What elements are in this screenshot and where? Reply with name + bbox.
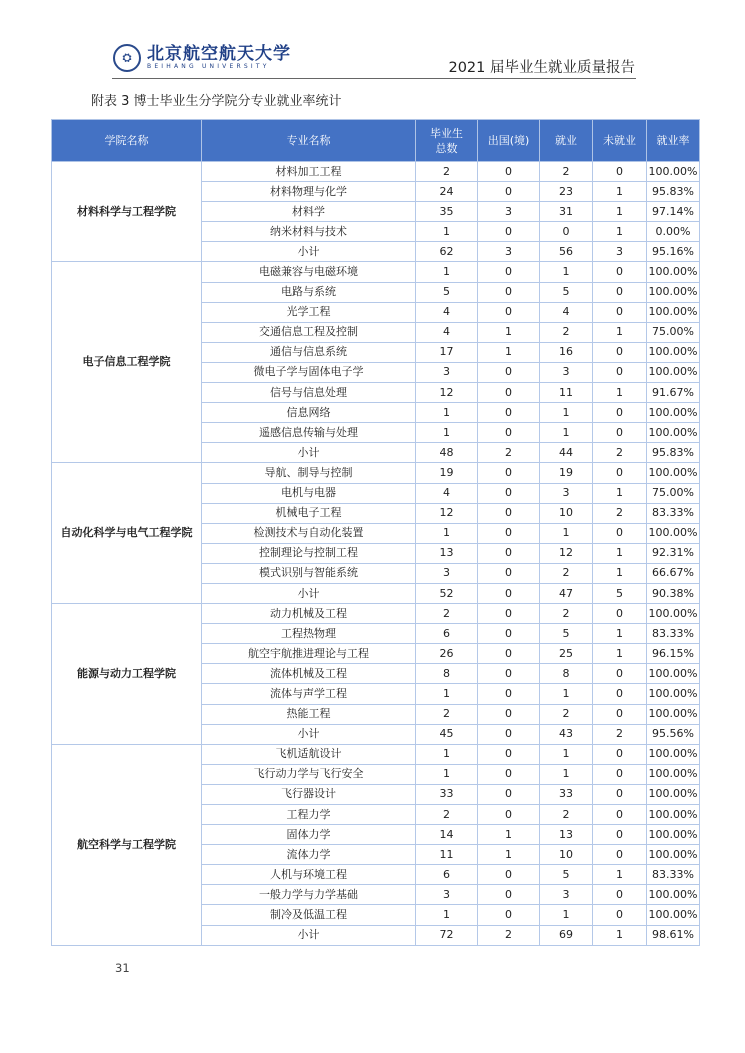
total-cell: 12 — [416, 383, 478, 403]
major-cell: 小计 — [202, 925, 416, 945]
unemployed-cell: 2 — [593, 443, 647, 463]
abroad-cell: 0 — [478, 162, 540, 182]
rate-cell: 100.00% — [647, 744, 700, 764]
major-cell: 机械电子工程 — [202, 503, 416, 523]
column-header: 未就业 — [593, 120, 647, 162]
page-number: 31 — [115, 961, 130, 975]
employed-cell: 5 — [540, 282, 593, 302]
major-cell: 通信与信息系统 — [202, 342, 416, 362]
table-row — [52, 262, 700, 282]
employed-cell: 2 — [540, 604, 593, 624]
rate-cell: 100.00% — [647, 423, 700, 443]
employed-cell: 1 — [540, 403, 593, 423]
rate-cell: 90.38% — [647, 583, 700, 603]
column-header: 专业名称 — [202, 120, 416, 162]
rate-cell: 91.67% — [647, 383, 700, 403]
unemployed-cell: 0 — [593, 784, 647, 804]
abroad-cell: 0 — [478, 362, 540, 382]
employed-cell: 1 — [540, 905, 593, 925]
major-cell: 航空宇航推进理论与工程 — [202, 644, 416, 664]
logo-english-name: BEIHANG UNIVERSITY — [147, 63, 270, 70]
unemployed-cell: 0 — [593, 845, 647, 865]
unemployed-cell: 0 — [593, 604, 647, 624]
abroad-cell: 1 — [478, 342, 540, 362]
rate-cell: 100.00% — [647, 664, 700, 684]
abroad-cell: 0 — [478, 282, 540, 302]
rate-cell: 100.00% — [647, 805, 700, 825]
rate-cell: 100.00% — [647, 684, 700, 704]
abroad-cell: 0 — [478, 543, 540, 563]
rate-cell: 100.00% — [647, 825, 700, 845]
rate-cell: 100.00% — [647, 302, 700, 322]
total-cell: 19 — [416, 463, 478, 483]
rate-cell: 83.33% — [647, 624, 700, 644]
abroad-cell: 1 — [478, 322, 540, 342]
column-header: 毕业生 总数 — [416, 120, 478, 162]
unemployed-cell: 1 — [593, 483, 647, 503]
major-cell: 遥感信息传输与处理 — [202, 423, 416, 443]
unemployed-cell: 1 — [593, 865, 647, 885]
employed-cell: 0 — [540, 222, 593, 242]
rate-cell: 95.83% — [647, 443, 700, 463]
total-cell: 45 — [416, 724, 478, 744]
total-cell: 6 — [416, 624, 478, 644]
unemployed-cell: 1 — [593, 383, 647, 403]
abroad-cell: 0 — [478, 503, 540, 523]
employed-cell: 4 — [540, 302, 593, 322]
major-cell: 小计 — [202, 583, 416, 603]
employed-cell: 3 — [540, 885, 593, 905]
abroad-cell: 0 — [478, 704, 540, 724]
rate-cell: 97.14% — [647, 202, 700, 222]
unemployed-cell: 0 — [593, 262, 647, 282]
total-cell: 52 — [416, 583, 478, 603]
abroad-cell: 0 — [478, 624, 540, 644]
abroad-cell: 0 — [478, 302, 540, 322]
employed-cell: 33 — [540, 784, 593, 804]
unemployed-cell: 0 — [593, 825, 647, 845]
abroad-cell: 0 — [478, 664, 540, 684]
abroad-cell: 2 — [478, 925, 540, 945]
major-cell: 导航、制导与控制 — [202, 463, 416, 483]
abroad-cell: 0 — [478, 563, 540, 583]
unemployed-cell: 0 — [593, 764, 647, 784]
unemployed-cell: 0 — [593, 302, 647, 322]
total-cell: 1 — [416, 905, 478, 925]
rate-cell: 100.00% — [647, 885, 700, 905]
total-cell: 4 — [416, 302, 478, 322]
abroad-cell: 1 — [478, 825, 540, 845]
unemployed-cell: 0 — [593, 523, 647, 543]
total-cell: 4 — [416, 483, 478, 503]
rate-cell: 83.33% — [647, 865, 700, 885]
total-cell: 12 — [416, 503, 478, 523]
major-cell: 小计 — [202, 443, 416, 463]
total-cell: 1 — [416, 523, 478, 543]
total-cell: 1 — [416, 684, 478, 704]
total-cell: 35 — [416, 202, 478, 222]
table-caption: 附表 3 博士毕业生分学院分专业就业率统计 — [91, 94, 342, 109]
total-cell: 2 — [416, 604, 478, 624]
major-cell: 信号与信息处理 — [202, 383, 416, 403]
major-cell: 材料物理与化学 — [202, 182, 416, 202]
unemployed-cell: 5 — [593, 583, 647, 603]
employed-cell: 2 — [540, 704, 593, 724]
university-seal-icon: ⛭ — [113, 44, 141, 72]
rate-cell: 66.67% — [647, 563, 700, 583]
table-body — [52, 162, 700, 946]
major-cell: 检测技术与自动化装置 — [202, 523, 416, 543]
employed-cell: 12 — [540, 543, 593, 563]
rate-cell: 100.00% — [647, 262, 700, 282]
major-cell: 飞机适航设计 — [202, 744, 416, 764]
rate-cell: 75.00% — [647, 322, 700, 342]
major-cell: 热能工程 — [202, 704, 416, 724]
major-cell: 电机与电器 — [202, 483, 416, 503]
total-cell: 1 — [416, 222, 478, 242]
employed-cell: 5 — [540, 865, 593, 885]
employment-table — [51, 119, 700, 946]
unemployed-cell: 0 — [593, 905, 647, 925]
major-cell: 控制理论与控制工程 — [202, 543, 416, 563]
rate-cell: 75.00% — [647, 483, 700, 503]
unemployed-cell: 0 — [593, 744, 647, 764]
major-cell: 固体力学 — [202, 825, 416, 845]
total-cell: 48 — [416, 443, 478, 463]
employed-cell: 16 — [540, 342, 593, 362]
university-logo — [113, 44, 291, 72]
rate-cell: 98.61% — [647, 925, 700, 945]
total-cell: 3 — [416, 362, 478, 382]
abroad-cell: 0 — [478, 644, 540, 664]
major-cell: 纳米材料与技术 — [202, 222, 416, 242]
abroad-cell: 0 — [478, 865, 540, 885]
rate-cell: 95.56% — [647, 724, 700, 744]
major-cell: 材料加工工程 — [202, 162, 416, 182]
major-cell: 工程热物理 — [202, 624, 416, 644]
major-cell: 信息网络 — [202, 403, 416, 423]
abroad-cell: 0 — [478, 182, 540, 202]
abroad-cell: 2 — [478, 443, 540, 463]
total-cell: 72 — [416, 925, 478, 945]
unemployed-cell: 1 — [593, 222, 647, 242]
rate-cell: 100.00% — [647, 704, 700, 724]
employed-cell: 2 — [540, 805, 593, 825]
total-cell: 3 — [416, 885, 478, 905]
employed-cell: 47 — [540, 583, 593, 603]
employed-cell: 1 — [540, 523, 593, 543]
unemployed-cell: 0 — [593, 362, 647, 382]
total-cell: 14 — [416, 825, 478, 845]
employed-cell: 3 — [540, 483, 593, 503]
total-cell: 1 — [416, 764, 478, 784]
abroad-cell: 0 — [478, 463, 540, 483]
major-cell: 交通信息工程及控制 — [202, 322, 416, 342]
unemployed-cell: 0 — [593, 282, 647, 302]
employed-cell: 1 — [540, 744, 593, 764]
abroad-cell: 0 — [478, 684, 540, 704]
major-cell: 动力机械及工程 — [202, 604, 416, 624]
rate-cell: 100.00% — [647, 604, 700, 624]
total-cell: 4 — [416, 322, 478, 342]
major-cell: 流体与声学工程 — [202, 684, 416, 704]
major-cell: 光学工程 — [202, 302, 416, 322]
abroad-cell: 0 — [478, 764, 540, 784]
employed-cell: 10 — [540, 503, 593, 523]
college-name-cell: 电子信息工程学院 — [52, 262, 202, 463]
employed-cell: 19 — [540, 463, 593, 483]
college-name-cell: 自动化科学与电气工程学院 — [52, 463, 202, 604]
column-header: 学院名称 — [52, 120, 202, 162]
rate-cell: 95.83% — [647, 182, 700, 202]
employed-cell: 10 — [540, 845, 593, 865]
employed-cell: 69 — [540, 925, 593, 945]
total-cell: 3 — [416, 563, 478, 583]
major-cell: 飞行器设计 — [202, 784, 416, 804]
abroad-cell: 0 — [478, 885, 540, 905]
employed-cell: 1 — [540, 684, 593, 704]
employed-cell: 43 — [540, 724, 593, 744]
unemployed-cell: 0 — [593, 463, 647, 483]
rate-cell: 92.31% — [647, 543, 700, 563]
abroad-cell: 0 — [478, 905, 540, 925]
college-name-cell: 材料科学与工程学院 — [52, 162, 202, 262]
unemployed-cell: 1 — [593, 644, 647, 664]
rate-cell: 0.00% — [647, 222, 700, 242]
unemployed-cell: 0 — [593, 684, 647, 704]
employed-cell: 44 — [540, 443, 593, 463]
major-cell: 流体机械及工程 — [202, 664, 416, 684]
abroad-cell: 0 — [478, 423, 540, 443]
total-cell: 2 — [416, 162, 478, 182]
rate-cell: 100.00% — [647, 905, 700, 925]
employed-cell: 5 — [540, 624, 593, 644]
table-row — [52, 162, 700, 182]
unemployed-cell: 1 — [593, 563, 647, 583]
unemployed-cell: 2 — [593, 724, 647, 744]
abroad-cell: 0 — [478, 262, 540, 282]
rate-cell: 100.00% — [647, 845, 700, 865]
unemployed-cell: 0 — [593, 805, 647, 825]
college-name-cell: 航空科学与工程学院 — [52, 744, 202, 945]
total-cell: 13 — [416, 543, 478, 563]
major-cell: 小计 — [202, 724, 416, 744]
abroad-cell: 0 — [478, 222, 540, 242]
abroad-cell: 0 — [478, 724, 540, 744]
major-cell: 电路与系统 — [202, 282, 416, 302]
employed-cell: 2 — [540, 322, 593, 342]
rate-cell: 100.00% — [647, 282, 700, 302]
employed-cell: 3 — [540, 362, 593, 382]
abroad-cell: 0 — [478, 744, 540, 764]
total-cell: 8 — [416, 664, 478, 684]
unemployed-cell: 1 — [593, 322, 647, 342]
employed-cell: 2 — [540, 162, 593, 182]
abroad-cell: 0 — [478, 383, 540, 403]
unemployed-cell: 0 — [593, 342, 647, 362]
table-row — [52, 744, 700, 764]
employed-cell: 13 — [540, 825, 593, 845]
total-cell: 2 — [416, 704, 478, 724]
unemployed-cell: 0 — [593, 704, 647, 724]
major-cell: 工程力学 — [202, 805, 416, 825]
rate-cell: 100.00% — [647, 523, 700, 543]
abroad-cell: 0 — [478, 403, 540, 423]
abroad-cell: 0 — [478, 805, 540, 825]
total-cell: 24 — [416, 182, 478, 202]
unemployed-cell: 1 — [593, 925, 647, 945]
table-row — [52, 463, 700, 483]
total-cell: 26 — [416, 644, 478, 664]
employed-cell: 31 — [540, 202, 593, 222]
employed-cell: 8 — [540, 664, 593, 684]
employed-cell: 23 — [540, 182, 593, 202]
abroad-cell: 0 — [478, 784, 540, 804]
unemployed-cell: 0 — [593, 885, 647, 905]
rate-cell: 100.00% — [647, 764, 700, 784]
major-cell: 材料学 — [202, 202, 416, 222]
employed-cell: 56 — [540, 242, 593, 262]
total-cell: 17 — [416, 342, 478, 362]
total-cell: 11 — [416, 845, 478, 865]
rate-cell: 100.00% — [647, 362, 700, 382]
column-header: 就业率 — [647, 120, 700, 162]
total-cell: 1 — [416, 403, 478, 423]
logo-chinese-name: 北京航空航天大学 — [147, 44, 291, 64]
rate-cell: 100.00% — [647, 342, 700, 362]
abroad-cell: 1 — [478, 845, 540, 865]
table-header-row — [52, 120, 700, 162]
abroad-cell: 0 — [478, 523, 540, 543]
unemployed-cell: 0 — [593, 403, 647, 423]
total-cell: 1 — [416, 262, 478, 282]
total-cell: 33 — [416, 784, 478, 804]
employed-cell: 25 — [540, 644, 593, 664]
unemployed-cell: 0 — [593, 664, 647, 684]
rate-cell: 100.00% — [647, 403, 700, 423]
unemployed-cell: 1 — [593, 182, 647, 202]
major-cell: 电磁兼容与电磁环境 — [202, 262, 416, 282]
column-header: 出国(境) — [478, 120, 540, 162]
college-name-cell: 能源与动力工程学院 — [52, 604, 202, 745]
major-cell: 飞行动力学与飞行安全 — [202, 764, 416, 784]
abroad-cell: 3 — [478, 202, 540, 222]
major-cell: 一般力学与力学基础 — [202, 885, 416, 905]
unemployed-cell: 1 — [593, 543, 647, 563]
employed-cell: 2 — [540, 563, 593, 583]
total-cell: 6 — [416, 865, 478, 885]
major-cell: 小计 — [202, 242, 416, 262]
major-cell: 模式识别与智能系统 — [202, 563, 416, 583]
employed-cell: 1 — [540, 262, 593, 282]
unemployed-cell: 2 — [593, 503, 647, 523]
rate-cell: 100.00% — [647, 463, 700, 483]
rate-cell: 100.00% — [647, 162, 700, 182]
header-divider — [112, 78, 636, 79]
major-cell: 微电子学与固体电子学 — [202, 362, 416, 382]
total-cell: 1 — [416, 423, 478, 443]
unemployed-cell: 1 — [593, 624, 647, 644]
unemployed-cell: 0 — [593, 423, 647, 443]
unemployed-cell: 3 — [593, 242, 647, 262]
major-cell: 人机与环境工程 — [202, 865, 416, 885]
major-cell: 流体力学 — [202, 845, 416, 865]
total-cell: 62 — [416, 242, 478, 262]
abroad-cell: 0 — [478, 483, 540, 503]
employed-cell: 1 — [540, 764, 593, 784]
rate-cell: 100.00% — [647, 784, 700, 804]
major-cell: 制冷及低温工程 — [202, 905, 416, 925]
abroad-cell: 0 — [478, 583, 540, 603]
abroad-cell: 0 — [478, 604, 540, 624]
employed-cell: 1 — [540, 423, 593, 443]
unemployed-cell: 1 — [593, 202, 647, 222]
column-header: 就业 — [540, 120, 593, 162]
unemployed-cell: 0 — [593, 162, 647, 182]
report-title: 2021 届毕业生就业质量报告 — [448, 60, 635, 76]
table-row — [52, 604, 700, 624]
rate-cell: 96.15% — [647, 644, 700, 664]
employed-cell: 11 — [540, 383, 593, 403]
rate-cell: 83.33% — [647, 503, 700, 523]
rate-cell: 95.16% — [647, 242, 700, 262]
abroad-cell: 3 — [478, 242, 540, 262]
total-cell: 5 — [416, 282, 478, 302]
total-cell: 2 — [416, 805, 478, 825]
total-cell: 1 — [416, 744, 478, 764]
